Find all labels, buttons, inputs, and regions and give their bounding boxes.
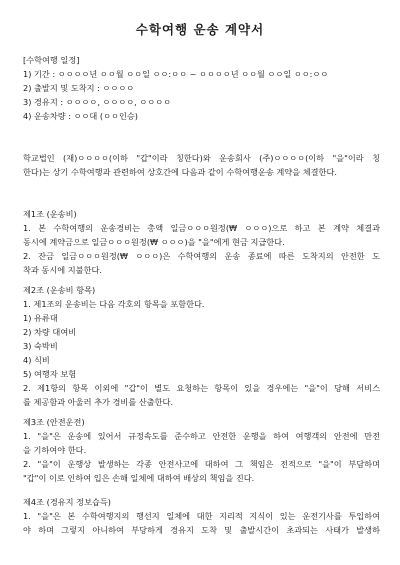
article-1-heading: 제1조 (운송비) xyxy=(23,209,77,219)
article-4 xyxy=(23,495,380,537)
article-1-line: 동시에 계약금으로 일금ㅇㅇㅇ원정(₩ ㅇㅇㅇ)을 "을"에게 현금 지급한다. xyxy=(23,237,285,247)
article-3-heading: 제3조 (안전운전) xyxy=(23,417,85,427)
article-2-line: 2) 차량 대여비 xyxy=(23,327,77,337)
schedule-vehicles: 4) 운송차량 : ㅇㅇ대 (ㅇㅇ인승) xyxy=(23,111,138,121)
article-2-line: 1. 제1조의 운송비는 다음 각호의 항목을 포함한다. xyxy=(23,299,205,309)
intro-line: 한다)는 상기 수학여행과 관련하여 상호간에 다음과 같이 수학여행운송 계약을 체결한다. xyxy=(23,167,337,177)
schedule-period: 1) 기간 : ㅇㅇㅇㅇ년 ㅇㅇ월 ㅇㅇ일 ㅇㅇ:ㅇㅇ ~ ㅇㅇㅇㅇ년 ㅇㅇ월 ㅇㅇ일 ㅇㅇ:ㅇㅇ xyxy=(23,69,329,79)
article-2 xyxy=(23,283,380,409)
intro-line: 학교법인 (재)ㅇㅇㅇㅇ(이하 "갑"이라 칭한다)와 운송회사 (주)ㅇㅇㅇㅇ(이하 "을"이라 칭 xyxy=(23,153,380,163)
article-2-line: 를 제공함과 아울러 추가 경비를 산출한다. xyxy=(23,397,174,407)
article-4-line: 야 하며 그렇지 아니하여 부당하게 경유지 도착 및 출발시간이 초과되는 사태가 발생하 xyxy=(23,525,380,535)
intro-paragraph xyxy=(23,151,380,179)
article-4-heading: 제4조 (경유지 정보습득) xyxy=(23,497,111,507)
article-3-line: "갑"이 이로 인하여 입은 손해 일체에 대하여 배상의 책임을 진다. xyxy=(23,473,255,483)
article-1-line: 2. 잔금 일금ㅇㅇㅇ원정(₩ ㅇㅇㅇ)은 수학여행의 운송 종료에 따른 도착지의 안전한 도 xyxy=(23,251,380,261)
article-2-line: 2. 제1항의 항목 이외에 "갑"이 별도 요청하는 항목이 있을 경우에는 "을"이 당해 서비스 xyxy=(23,383,380,393)
article-4-line: 1. "을"은 본 수학여행지의 행선지 일체에 대한 지리적 지식이 있는 운전기사를 투입하여 xyxy=(23,511,380,521)
article-2-heading: 제2조 (운송비 항목) xyxy=(23,285,96,295)
article-2-line: 1) 유류대 xyxy=(23,313,58,323)
schedule-section xyxy=(23,53,380,123)
article-2-line: 5) 여행자 보험 xyxy=(23,369,77,379)
schedule-heading: [수학여행 일정] xyxy=(23,55,80,65)
schedule-origin-destination: 2) 출발지 및 도착지 : ㅇㅇㅇㅇ xyxy=(23,83,135,93)
article-1 xyxy=(23,207,380,277)
article-1-line: 1. 본 수학여행의 운송경비는 총액 일금ㅇㅇㅇ원정(₩ ㅇㅇㅇ)으로 하고 본 계약 체결과 xyxy=(23,223,380,233)
article-3 xyxy=(23,415,380,485)
article-1-line: 착과 동시에 지불한다. xyxy=(23,265,102,275)
article-3-line: 1. "을"은 운송에 있어서 규정속도를 준수하고 안전한 운행을 하여 여행객의 안전에 만전 xyxy=(23,431,380,441)
article-3-line: 2. "을"이 운행상 발생하는 각종 안전사고에 대하여 그 책임은 전적으로 "을"이 부담하며 xyxy=(23,459,380,469)
document-title: 수학여행 운송 계약서 xyxy=(135,22,265,37)
schedule-waypoints: 3) 경유지 : ㅇㅇㅇㅇ, ㅇㅇㅇㅇ, ㅇㅇㅇㅇ xyxy=(23,97,172,107)
article-3-line: 을 기하여야 한다. xyxy=(23,445,87,455)
article-2-line: 3) 숙박비 xyxy=(23,341,58,351)
article-2-line: 4) 식비 xyxy=(23,355,50,365)
